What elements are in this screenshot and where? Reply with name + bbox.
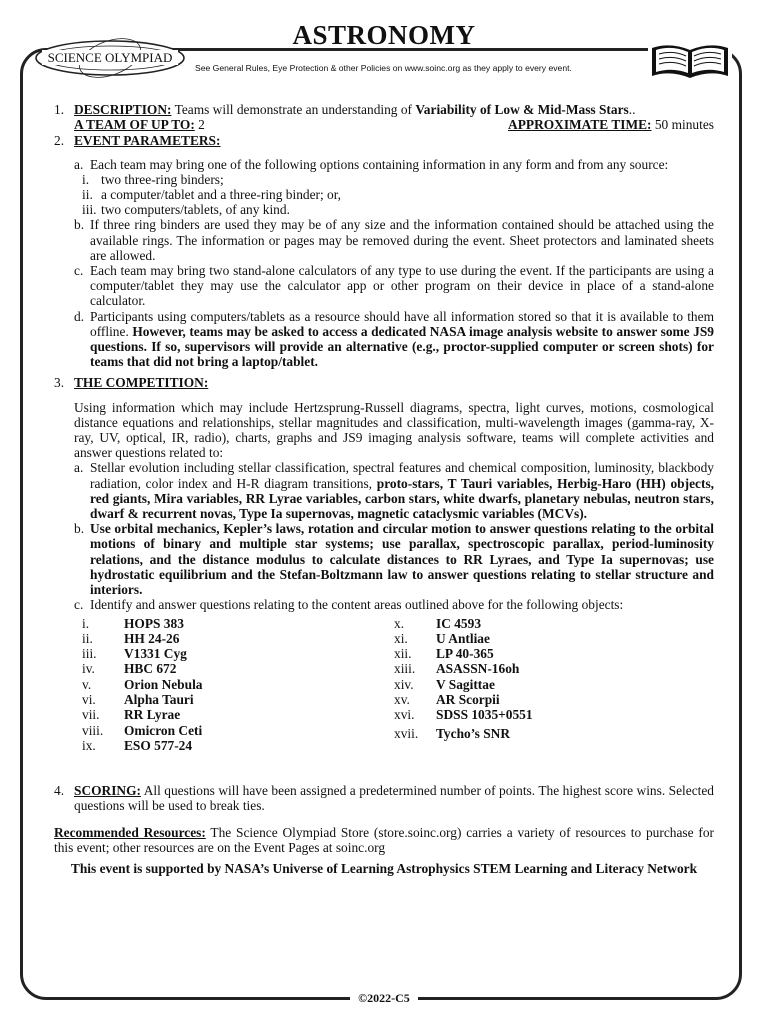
- description-topic: Variability of Low & Mid-Mass Stars: [415, 102, 629, 117]
- footer: [0, 991, 768, 1006]
- competition-item: c. Identify and answer questions relating to the content areas outlined above for the following objects:: [74, 597, 624, 613]
- list-item: x. IC 4593: [394, 615, 482, 631]
- object-list: [54, 616, 714, 754]
- list-item: xiv. V Sagittae: [394, 676, 495, 692]
- copyright-code: ©2022-C5: [350, 991, 418, 1005]
- logo-text: SCIENCE OLYMPIAD: [47, 50, 173, 65]
- nasa-support-note: This event is supported by NASA’s Universe of Learning Astrophysics STEM Learning and Literacy Network: [70, 860, 698, 876]
- section-number: 1.: [54, 102, 65, 117]
- page-title: ASTRONOMY: [292, 20, 476, 50]
- team-size-value: 2: [194, 117, 205, 133]
- section-scoring: 4. SCORING: All questions will have been assigned a predetermined number of points. The highest score wins. Selected questions will be used to break ties.: [54, 783, 714, 814]
- rules-content: [54, 102, 714, 876]
- competition-list: [54, 460, 714, 612]
- description-label: DESCRIPTION:: [74, 102, 172, 117]
- time-label: APPROXIMATE TIME:: [508, 117, 652, 133]
- competition-intro: Using information which may include Hertzsprung-Russell diagrams, spectra, light curves, motions, cosmological distance equations and relationships, stellar magnitudes and classification, multi-wavelength images (gamma-ray, X-ray, UV, optical, IR, radio), charts, graphs and JS9 imaging analysis software, teams will complete activities and answer questions related to:: [74, 399, 714, 461]
- recommended-resources: [54, 825, 714, 855]
- parameter-item: b. If three ring binders are used they may be of any size and the information contained should be attached using the available rings. The information or pages may be removed during the event. Sheet protectors and laminated sheets are allowed.: [74, 217, 714, 263]
- time-value: 50 minutes: [651, 117, 714, 133]
- list-item: vii. RR Lyrae: [82, 707, 181, 723]
- list-item: xv. AR Scorpii: [394, 691, 500, 707]
- list-item: iii. V1331 Cyg: [82, 646, 187, 662]
- competition-label: THE COMPETITION:: [74, 375, 209, 391]
- section-competition: 3. THE COMPETITION:: [54, 375, 209, 391]
- competition-item: b. Use orbital mechanics, Kepler’s laws, rotation and circular motion to answer questions relating to the orbital motions of binary and multiple star systems; use parallax, spectroscopic parallax, period-luminosity relations, and the distance modulus to calculate distances to RR Lyraes, and Type Ia supernovas; use hydrostatic equilibrium and the Stefan-Boltzmann law to answer questions relating to stellar structure and interiors.: [74, 521, 714, 598]
- section-description: 1. DESCRIPTION: Teams will demonstrate an understanding of Variability of Low & Mid-Mass Stars.. A TEAM OF UP TO: 2 APPROXIMATE TIME: 50 minutes: [54, 102, 714, 133]
- resources-text: The Science Olympiad Store (store.soinc.org) carries a variety of resources to purchase for this event; other resources are on the Event Pages at soinc.org: [54, 824, 714, 855]
- option-item: i. two three-ring binders;: [82, 171, 224, 187]
- option-item: iii. two computers/tablets, of any kind.: [82, 202, 290, 218]
- list-item: xi. U Antliae: [394, 630, 490, 646]
- team-time-row: [74, 117, 714, 132]
- object-column-left: [82, 616, 394, 754]
- parameter-item: d. Participants using computers/tablets as a resource should have all information stored so that it is available to them offline. However, teams may be asked to access a dedicated NASA image analysis website to answer some JS9 questions. If so, supervisors will provide an alternative (e.g., proctor-supplied computer or screen shots) for teams that did not bring a laptop/tablet.: [74, 308, 714, 370]
- description-text: Teams will demonstrate an understanding of: [171, 102, 416, 117]
- parameter-item: c. Each team may bring two stand-alone calculators of any type to use during the event. If the participants are using a computer/tablet they may use the calculator app or other program on their device in place of a stand-alone calculator.: [74, 263, 714, 309]
- list-item: v. Orion Nebula: [82, 676, 203, 692]
- list-item: xii. LP 40-365: [394, 646, 494, 662]
- list-item: viii. Omicron Ceti: [82, 722, 203, 738]
- object-column-right: [394, 616, 706, 754]
- list-item: ii. HH 24-26: [82, 630, 180, 646]
- list-item: xvi. SDSS 1035+0551: [394, 707, 533, 723]
- book-icon: [648, 40, 732, 82]
- list-item: ix. ESO 577-24: [82, 737, 193, 753]
- list-item: xvii. Tycho’s SNR: [394, 725, 511, 741]
- competition-item: a. Stellar evolution including stellar classification, spectral features and chemical composition, luminosity, blackbody radiation, color index and H-R diagram transitions, proto-stars, T Tauri variables, Herbig-Haro (HH) objects, red giants, Mira variables, RR Lyrae variables, carbon stars, white dwarfs, planetary nebulas, neutron stars, dwarf & recurrent novas, Type Ia supernovas, magnetic cataclysmic variables (MCVs).: [74, 460, 714, 522]
- event-parameters-list: [54, 157, 714, 370]
- section-event-parameters: 2. EVENT PARAMETERS:: [54, 133, 221, 149]
- parameter-item: a. Each team may bring one of the following options containing information in any form and from any source:: [74, 156, 669, 172]
- science-olympiad-logo: [32, 38, 188, 78]
- scoring-text: All questions will have been assigned a predetermined number of points. The highest score wins. Selected questions will be used to break ties.: [74, 783, 714, 814]
- list-item: i. HOPS 383: [82, 615, 184, 631]
- option-item: ii. a computer/tablet and a three-ring binder; or,: [82, 187, 342, 203]
- list-item: iv. HBC 672: [82, 661, 177, 677]
- resources-label: Recommended Resources:: [54, 824, 206, 840]
- event-parameters-label: EVENT PARAMETERS:: [74, 133, 221, 149]
- team-size-label: A TEAM OF UP TO:: [74, 117, 195, 133]
- list-item: vi. Alpha Tauri: [82, 691, 194, 707]
- policy-notice: See General Rules, Eye Protection & other Policies on www.soinc.org as they apply to every event.: [192, 63, 575, 73]
- list-item: xiii. ASASSN-16oh: [394, 661, 520, 677]
- scoring-label: SCORING:: [74, 783, 141, 799]
